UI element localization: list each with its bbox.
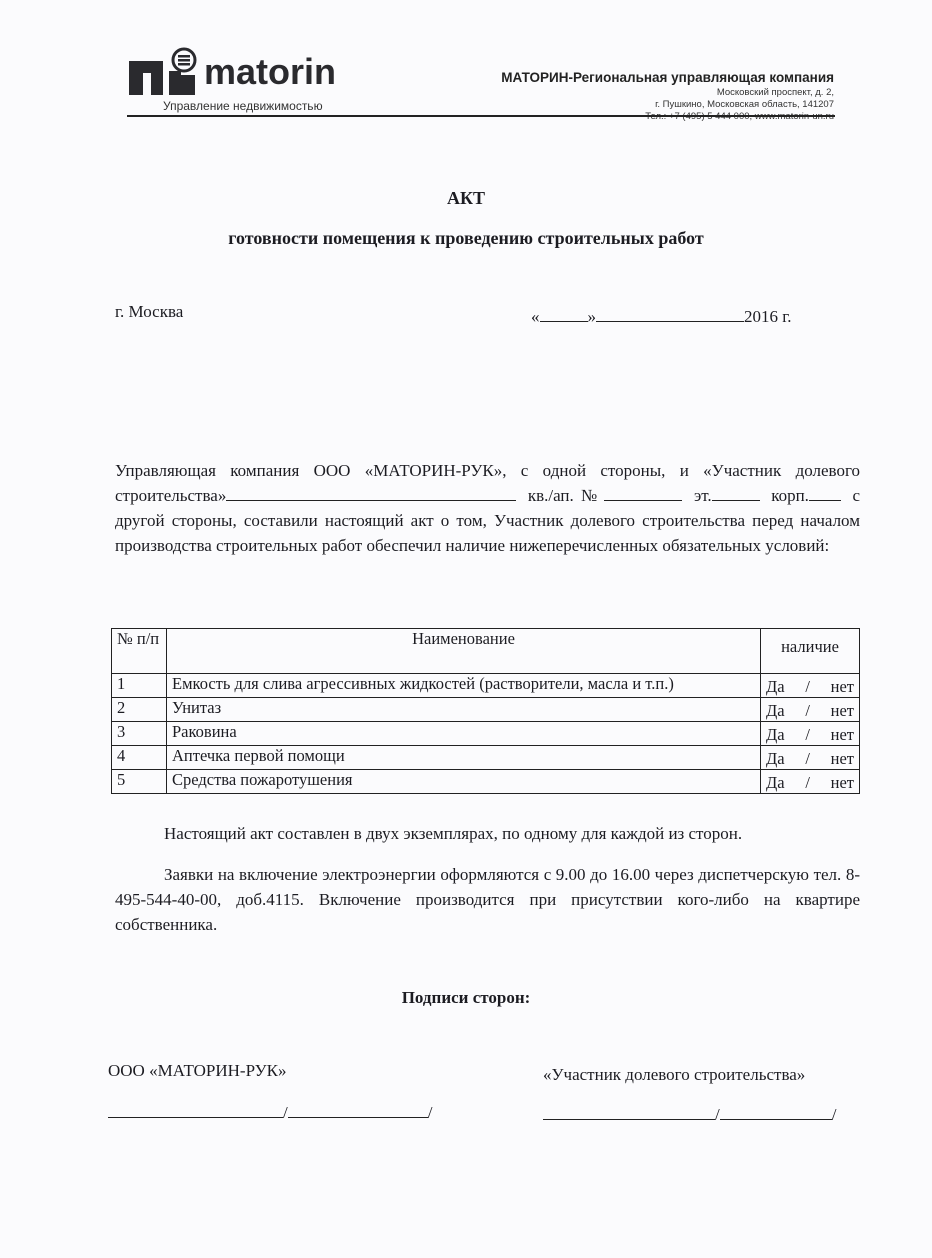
separator: / [805,749,810,768]
row-num: 4 [112,746,167,770]
logo-wordmark: matorin [204,51,337,92]
floor-label: эт. [682,486,712,505]
logo-subtitle: Управление недвижимостью [163,99,323,113]
separator: / [805,773,810,792]
no-option: нет [830,677,854,696]
row-num: 1 [112,674,167,698]
row-availability [761,674,860,698]
separator: / [831,1105,837,1124]
row-num: 5 [112,770,167,794]
apartment-blank [604,486,682,501]
no-option: нет [830,773,854,792]
header-num: № п/п [112,629,167,674]
company-contacts [645,111,834,123]
date-open-quote: « [531,307,540,326]
participant-name-blank [226,486,516,501]
yes-option: Да [766,749,785,768]
table-row [112,746,860,770]
header-availability: наличие [761,629,860,674]
date-line [531,307,792,327]
right-party-name: «Участник долевого строительства» [543,1065,806,1084]
row-num: 3 [112,722,167,746]
left-signature-line [108,1101,432,1123]
intro-paragraph [115,458,860,558]
yes-option: Да [766,725,785,744]
signature-blank [543,1103,715,1120]
building-blank [809,486,841,501]
date-close-quote: » [587,307,596,326]
intro-part-2: с другой стороны, составили настоящий акт о том, Участник долевого строительства перед началом производства строительных работ обеспечил наличие нижеперечисленных обязательных условий: [115,486,860,555]
table-row [112,674,860,698]
no-option: нет [830,701,854,720]
address-line-1: Московский проспект, д. 2, [716,87,834,98]
header-divider [127,115,835,117]
address-line-2: г. Пушкино, Московская область, 141207 [655,99,834,110]
signature-blank [108,1101,283,1118]
row-availability [761,722,860,746]
name-blank [288,1101,428,1118]
city: г. Москва [115,302,184,321]
building-label: корп. [759,486,809,505]
signatures-title: Подписи сторон: [401,988,531,1007]
day-blank [540,307,588,322]
separator: / [715,1105,720,1124]
row-name: Аптечка первой помощи [167,746,761,770]
row-availability [761,746,860,770]
matorin-logo-icon [129,47,201,97]
intro-part-1: Управляющая компания ООО «МАТОРИН-РУК», с одной стороны, и «Участник долевого строительства» [115,461,860,505]
floor-blank [712,486,760,501]
yes-option: Да [766,701,785,720]
table-row [112,698,860,722]
separator: / [805,701,810,720]
document-subtitle: готовности помещения к проведению строительных работ [228,228,704,248]
row-name: Раковина [167,722,761,746]
company-address [645,87,834,123]
row-availability [761,698,860,722]
month-blank [596,307,744,322]
header-name: Наименование [167,629,761,674]
separator: / [805,677,810,696]
row-availability [761,770,860,794]
copies-paragraph: Настоящий акт составлен в двух экземплярах, по одному для каждой из сторон. [164,824,743,843]
row-num: 2 [112,698,167,722]
date-year: 2016 г. [744,307,792,326]
conditions-table [111,628,860,794]
table-row [112,770,860,794]
table-row [112,722,860,746]
left-party-name: ООО «МАТОРИН-РУК» [108,1061,287,1080]
separator: / [427,1103,433,1122]
no-option: нет [830,725,854,744]
row-name: Унитаз [167,698,761,722]
yes-option: Да [766,773,785,792]
row-name: Емкость для слива агрессивных жидкостей (растворители, масла и т.п.) [167,674,761,698]
separator: / [805,725,810,744]
right-signature-line [543,1103,836,1125]
electricity-paragraph: Заявки на включение электроэнергии оформляются с 9.00 до 16.00 через диспетчерскую тел. 8-495-544-40-00, доб.4115. Включение производится при присутствии кого-либо на квартире собственника. [115,865,860,934]
yes-option: Да [766,677,785,696]
table-header-row [112,629,860,674]
apartment-label: кв./ап.№ [516,486,605,505]
no-option: нет [830,749,854,768]
name-blank [720,1103,832,1120]
row-name: Средства пожаротушения [167,770,761,794]
company-name: МАТОРИН-Региональная управляющая компания [501,70,834,85]
document-title: АКТ [446,188,486,208]
separator: / [283,1103,288,1122]
